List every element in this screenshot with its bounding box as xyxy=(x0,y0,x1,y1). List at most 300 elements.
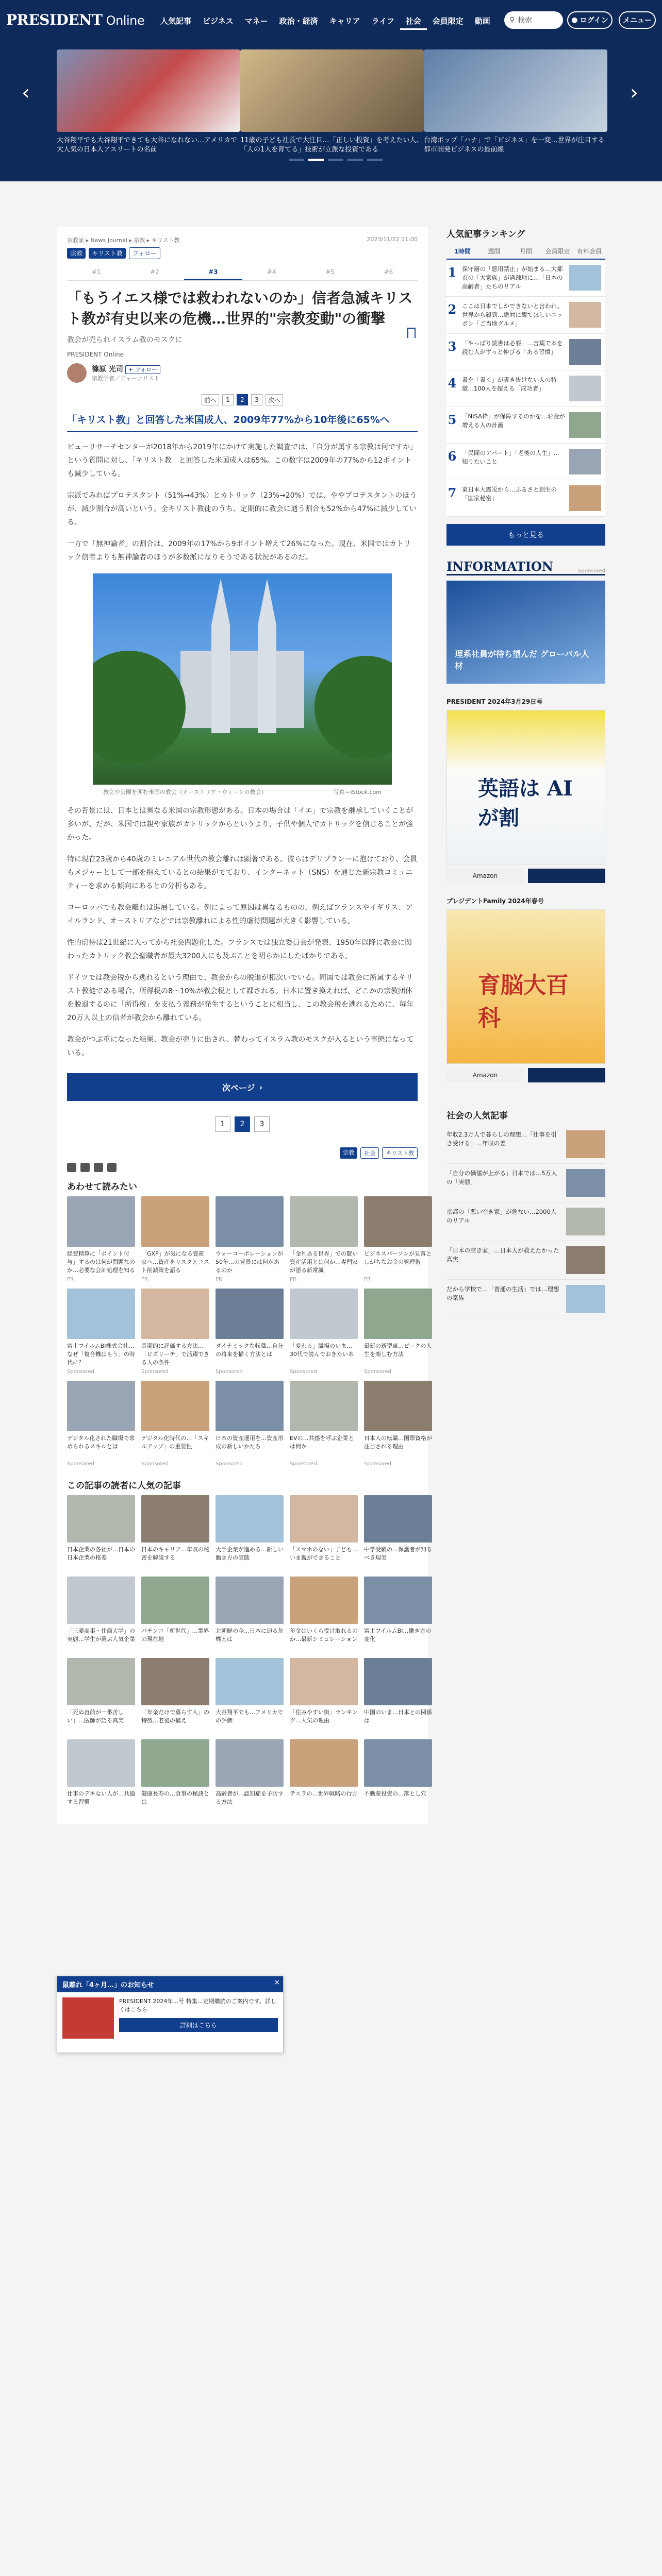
rank-number: 7 xyxy=(448,485,457,500)
carousel-caption: 11歳の子ども社長で大注目…「正しい投資」を考えたい人、「人の1人を育てる」技術が立派な投資である xyxy=(240,137,423,154)
rank-title: 保守層の「悪用禁止」が始まる…大都市の「大家族」が過疎地に…「日本の高齢者」たちのリアル xyxy=(462,265,563,290)
ranking-item[interactable] xyxy=(446,334,605,370)
card-meta: PR xyxy=(290,1277,296,1282)
line-icon[interactable] xyxy=(107,1163,117,1172)
article-photo xyxy=(93,573,392,785)
social-image xyxy=(566,1285,605,1313)
series-tab[interactable]: #6 xyxy=(384,268,393,276)
ranking-tab[interactable]: 会員限定 xyxy=(545,248,570,255)
card-title: 「死ぬ直前が一番苦しい」…医師が語る真実 xyxy=(67,1709,124,1724)
popup-body: PRESIDENT 2024年…号 特集…定期購読のご案内です。詳しくはこちら xyxy=(119,1998,276,2013)
rank-title: 東日本大震災から…ふるさと創生の「国家秘密」 xyxy=(462,486,557,502)
card-title: 「スマホのない」子ども…いま親ができること xyxy=(290,1546,358,1561)
card-image xyxy=(364,1739,432,1787)
rank-image xyxy=(569,485,601,511)
card-image xyxy=(67,1577,135,1624)
nav-item-life[interactable]: ライフ xyxy=(371,16,394,26)
series-tabs xyxy=(67,265,418,281)
bookmark-icon[interactable] xyxy=(407,328,416,338)
article-tags xyxy=(67,236,418,244)
series-tab[interactable]: #1 xyxy=(91,268,101,276)
carousel-dot[interactable] xyxy=(308,159,324,161)
share-buttons xyxy=(67,1163,418,1172)
card-image xyxy=(67,1739,135,1787)
paragraph: 性的虐待は21世紀に入ってから社会問題化した。フランスでは独立委員会が発表、1950年以降に教会に関わったカトリック教会聖職者が最大3200人にも及ぶことを明らかにしたばかりである。 xyxy=(67,939,412,960)
social-image xyxy=(566,1130,605,1158)
nav-item-popular[interactable]: 人気記事 xyxy=(160,16,192,26)
card-meta: PR xyxy=(67,1277,74,1282)
recommend-card[interactable] xyxy=(364,1381,432,1467)
social-item[interactable] xyxy=(446,1164,605,1202)
carousel-dots xyxy=(289,159,383,161)
card-meta: Sponsored xyxy=(67,1461,94,1467)
nav-item-politics[interactable]: 政治・経済 xyxy=(279,16,318,26)
series-tab[interactable]: #3 xyxy=(184,265,242,280)
social-item[interactable] xyxy=(446,1202,605,1241)
card-image xyxy=(141,1196,209,1247)
article-title: 「もうイエス様では救われないのか」信者急減キリスト教が有史以来の危機…世界的"宗教変動"の衝撃 xyxy=(67,290,413,327)
ad-banner[interactable] xyxy=(446,581,605,684)
rank-number: 4 xyxy=(448,376,457,391)
reader-card[interactable] xyxy=(216,1495,284,1570)
nav-item-business[interactable]: ビジネス xyxy=(203,16,234,26)
card-title: 日本の資産運用を…資産形成の新しいかたち xyxy=(216,1435,284,1450)
store-buttons xyxy=(446,1068,605,1082)
carousel-dot[interactable] xyxy=(367,159,383,161)
recommend-card[interactable] xyxy=(67,1381,135,1467)
series-tab[interactable]: #2 xyxy=(150,268,159,276)
social-title: 年収2.3万人で暮らしの理想…「仕事を引き受ける」…年収の差 xyxy=(446,1131,557,1147)
ranking-tab[interactable]: 1時間 xyxy=(454,248,471,255)
recommend-card[interactable] xyxy=(67,1196,135,1282)
card-image xyxy=(141,1739,209,1787)
carousel-card[interactable] xyxy=(57,49,240,155)
paragraph: 教会がつぶ重になった結果、教会が売りに出され、替わってイスラム教のモスクが入るという事態になっている。 xyxy=(67,1036,414,1057)
recommend-card[interactable] xyxy=(364,1196,432,1282)
card-image xyxy=(364,1381,432,1431)
magazine-cover[interactable] xyxy=(446,909,605,1064)
card-image xyxy=(216,1577,284,1624)
card-image xyxy=(141,1381,209,1431)
carousel-card[interactable] xyxy=(424,49,607,155)
tree-shape xyxy=(315,656,392,759)
card-title: 最新の新型車…ピークの人生を楽しむ方法 xyxy=(364,1343,432,1358)
reader-card[interactable] xyxy=(141,1658,209,1733)
info-title: INFORMATION xyxy=(446,559,553,574)
paragraph: ピューリサーチセンターが2018年から2019年にかけて実施した調査では、「自分が属する宗教は何ですか」という質問に対し、「キリスト教」と回答した米国成人は65%。この数字は2009年の77%から12ポイントも減少している。 xyxy=(67,443,418,478)
header xyxy=(0,0,662,42)
nav-item-members[interactable]: 会員限定 xyxy=(432,16,464,26)
section-heading: 「キリスト教」と回答した米国成人、2009年77%から10年後に65%へ xyxy=(67,413,418,432)
social-item[interactable] xyxy=(446,1241,605,1280)
article-subtitle: 教会が売られイスラム教のモスクに xyxy=(67,336,183,344)
login-label: ログイン xyxy=(580,16,608,25)
card-title: 日本のキャリア…年収の秘密を解説する xyxy=(141,1546,209,1561)
ranking-title: 人気記事ランキング xyxy=(446,229,525,240)
pager-prev[interactable]: 前へ xyxy=(202,394,219,405)
pager-page[interactable]: 2 xyxy=(237,394,248,405)
card-title: 「住みやすい街」ランキング…人気の理由 xyxy=(290,1709,358,1724)
user-icon: ● xyxy=(571,16,578,24)
spire-shape xyxy=(211,579,230,733)
rank-number: 6 xyxy=(448,449,457,464)
rank-image xyxy=(569,449,601,474)
president-store-button[interactable] xyxy=(528,1068,605,1082)
ranking-tab[interactable]: 週間 xyxy=(488,248,501,255)
series-tab[interactable]: #4 xyxy=(267,268,276,276)
paragraph: 宗派でみればプロテスタント（51%→43%）とカトリック（23%→20%）では、ややプロテスタントのほうが、減少割合が高いという。全キリスト教徒のうち、定期的に教会に通う割合も52%から47%に減少している。 xyxy=(67,492,417,527)
card-image xyxy=(290,1196,358,1247)
card-meta: Sponsored xyxy=(216,1461,243,1467)
ranking-list xyxy=(446,260,605,517)
card-title: 富士フイルムBI…働き方の変化 xyxy=(364,1628,432,1642)
card-title: 不動産投資の…落とし穴 xyxy=(364,1790,426,1797)
carousel-image xyxy=(424,49,607,132)
social-item[interactable] xyxy=(446,1125,605,1164)
reader-card[interactable] xyxy=(216,1658,284,1733)
card-image xyxy=(290,1739,358,1787)
recommend-card[interactable] xyxy=(141,1289,209,1375)
reader-card[interactable] xyxy=(290,1658,358,1733)
breadcrumb: 宗教家 ▸ News Journal ▸ 宗教 ▸ キリスト教 xyxy=(67,237,180,244)
card-image xyxy=(290,1289,358,1339)
readers-heading: この記事の読者に人気の記事 xyxy=(67,1481,181,1491)
social-heading: 社会の人気記事 xyxy=(446,1111,508,1121)
card-title: 「三菱商事・住商大学」の実態…学生が選ぶ人気企業 xyxy=(67,1628,135,1642)
follow-tag-button[interactable]: フォロー xyxy=(129,247,160,259)
amazon-button[interactable]: Amazon xyxy=(446,1068,524,1082)
card-meta: PR xyxy=(216,1277,222,1282)
carousel-prev-icon[interactable]: ‹ xyxy=(22,81,30,105)
store-buttons xyxy=(446,869,605,883)
social-title: 「自分の価値が上がる」日本では…5万人の「実態」 xyxy=(446,1170,557,1185)
social-item[interactable] xyxy=(446,1280,605,1318)
recommend-card[interactable] xyxy=(67,1289,135,1375)
rank-number: 5 xyxy=(448,412,457,427)
tag[interactable]: キリスト教 xyxy=(382,1147,418,1159)
ranking-tabs xyxy=(446,244,605,260)
reader-card[interactable] xyxy=(67,1577,135,1652)
card-image xyxy=(216,1289,284,1339)
card-title: デジタル化された職場で求められるスキルとは xyxy=(67,1435,135,1450)
card-meta: Sponsored xyxy=(290,1369,317,1375)
card-image xyxy=(67,1381,135,1431)
bottom-pager xyxy=(67,1116,418,1132)
tree-shape xyxy=(93,651,186,764)
reader-card[interactable] xyxy=(364,1658,432,1733)
promo-popup xyxy=(57,1976,284,2053)
carousel-dot[interactable] xyxy=(347,159,363,161)
card-image xyxy=(67,1289,135,1339)
card-image xyxy=(141,1658,209,1705)
card-meta: PR xyxy=(364,1277,371,1282)
pager-page[interactable]: 2 xyxy=(235,1116,250,1132)
recommend-card[interactable] xyxy=(216,1196,284,1282)
card-image xyxy=(67,1658,135,1705)
carousel-dot[interactable] xyxy=(328,159,343,161)
card-image xyxy=(290,1577,358,1624)
series-tab[interactable]: #5 xyxy=(325,268,335,276)
pager-page[interactable]: 1 xyxy=(215,1116,230,1132)
tag[interactable]: 宗教 xyxy=(67,248,86,259)
reader-card[interactable] xyxy=(364,1577,432,1652)
reader-card[interactable] xyxy=(141,1495,209,1570)
follow-button[interactable]: + フォロー xyxy=(125,365,160,374)
card-title: 高齢者が…認知症を予防する方法 xyxy=(216,1790,284,1805)
nav-item-career[interactable]: キャリア xyxy=(329,16,360,26)
card-image xyxy=(216,1381,284,1431)
ranking-tab[interactable]: 有料会員 xyxy=(577,248,602,255)
mag2-text: 育脳大百科 xyxy=(478,972,569,1031)
card-title: ダイナミックな転職…自分の将来を描く方法とは xyxy=(216,1343,284,1358)
card-title: EVの…共感を呼ぶ企業とは何か xyxy=(290,1435,354,1450)
ranking-item[interactable] xyxy=(446,480,605,517)
card-title: デジタル化時代の…「スキルアップ」の重要性 xyxy=(141,1435,209,1450)
reader-card[interactable] xyxy=(67,1739,135,1815)
reader-card[interactable] xyxy=(141,1739,209,1815)
card-title: 長期的に評価する方法…「ビズリーチ」で活躍できる人の条件 xyxy=(141,1343,209,1366)
card-title: 富士フイルムBI株式会社…なぜ「複合機はもう」の時代に？ xyxy=(67,1343,135,1366)
pager-next[interactable]: 次へ xyxy=(266,394,283,405)
card-image xyxy=(290,1381,358,1431)
readers-grid xyxy=(67,1495,432,1815)
card-image xyxy=(364,1658,432,1705)
card-image xyxy=(364,1289,432,1339)
rank-image xyxy=(569,412,601,438)
social-title: 京都の「悪い空き家」が危ない…2000人のリアル xyxy=(446,1208,557,1224)
carousel-dot[interactable] xyxy=(289,159,304,161)
social-image xyxy=(566,1208,605,1235)
card-image xyxy=(216,1196,284,1247)
paragraph: その背景には、日本とは異なる米国の宗教形態がある。日本の場合は「イエ」で宗教を継承していくことが多いが、だが、米国では親や家族がカトリックからというより、子供や個人でカトリックを信じることが強かった。 xyxy=(67,807,413,842)
carousel-card[interactable] xyxy=(240,49,424,155)
recommend-card[interactable] xyxy=(290,1289,358,1375)
next-page-button[interactable] xyxy=(67,1073,418,1101)
card-title: 中国のいま…日本との関係は xyxy=(364,1709,432,1724)
article xyxy=(57,227,432,1824)
card-image xyxy=(364,1577,432,1624)
card-title: 大手企業が進める…新しい働き方の実態 xyxy=(216,1546,284,1561)
tag-list xyxy=(67,247,418,259)
carousel-caption: 台湾ポップ「ハナ」で「ビジネス」を一変…世界が注目する都市開発ビジネスの最前線 xyxy=(424,137,605,154)
next-page-label: 次ページ xyxy=(222,1082,255,1093)
card-title: 日本企業の各社が…日本の日本企業の格差 xyxy=(67,1546,135,1561)
card-image xyxy=(141,1289,209,1339)
card-title: 「金利ある世界」での賢い資産活用とは何か…専門家が語る新常識 xyxy=(290,1250,358,1274)
card-image xyxy=(290,1495,358,1543)
recommend-card[interactable] xyxy=(141,1196,209,1282)
ranking-tab[interactable]: 月間 xyxy=(519,248,532,255)
card-title: 健康長寿の…食事の秘訣とは xyxy=(141,1790,209,1805)
nav-item-money[interactable]: マネー xyxy=(244,16,268,26)
nav-item-society[interactable]: 社会 xyxy=(400,13,427,30)
avatar[interactable] xyxy=(67,363,87,383)
card-image xyxy=(364,1495,432,1543)
pager-page[interactable]: 3 xyxy=(251,394,262,405)
carousel-image xyxy=(240,49,424,132)
rank-title: 「NISA枠」が保障するのかを…お金が増える人の計画 xyxy=(462,413,565,429)
recommend-card[interactable] xyxy=(141,1381,209,1467)
popup-image xyxy=(62,1997,114,2039)
reader-card[interactable] xyxy=(216,1739,284,1815)
menu-label: メニュー xyxy=(623,16,652,25)
reader-card[interactable] xyxy=(216,1577,284,1652)
popup-head: 鼠離れ「4ヶ月…」のお知らせ xyxy=(57,1976,283,1992)
card-image xyxy=(216,1495,284,1543)
facebook-icon[interactable] xyxy=(67,1163,76,1172)
card-image xyxy=(67,1196,135,1247)
card-image xyxy=(141,1577,209,1624)
recommend-heading: あわせて読みたい xyxy=(67,1182,137,1192)
mag1-text: 英語は AIが割 xyxy=(478,776,573,830)
reader-card[interactable] xyxy=(67,1495,135,1570)
card-title: 年金はいくら受け取れるのか…最新シミュレーション xyxy=(290,1628,358,1642)
tag[interactable]: 宗教 xyxy=(340,1147,357,1159)
social-image xyxy=(566,1169,605,1197)
sidebar xyxy=(446,227,605,1318)
president-store-button[interactable] xyxy=(528,869,605,883)
close-icon[interactable]: × xyxy=(274,1978,280,1987)
social-title: 「日本の空き家」…日本人が教えたかった真実 xyxy=(446,1247,559,1263)
reader-card[interactable] xyxy=(290,1495,358,1570)
author-role: 宗教学者／ジャーナリスト xyxy=(92,375,160,382)
chevron-right-icon: › xyxy=(259,1082,263,1092)
magazine-cover[interactable] xyxy=(446,710,605,865)
card-meta: PR xyxy=(141,1277,148,1282)
rank-image xyxy=(569,265,601,291)
ranking-item[interactable] xyxy=(446,407,605,444)
paragraph: 一方で「無神論者」の割合は、2009年の17%から9ポイント増えて26%になった。現在、米国ではカトリック信者よりも無神論者のほうが多数派になりそうである状況があるのだ。 xyxy=(67,540,411,562)
carousel-caption: 大谷翔平でも大谷翔平できても大谷になれない…アメリカで大人気の日本人アスリートの名前 xyxy=(57,137,238,154)
amazon-button[interactable]: Amazon xyxy=(446,869,524,883)
card-image xyxy=(141,1495,209,1543)
card-title: 日本人の転職…国際資格が注目される理由 xyxy=(364,1435,432,1450)
card-meta: Sponsored xyxy=(290,1461,317,1467)
reader-card[interactable] xyxy=(141,1577,209,1652)
card-meta: Sponsored xyxy=(216,1369,243,1375)
reader-card[interactable] xyxy=(290,1739,358,1815)
mag1-title: PRESIDENT 2024年3月29日号 xyxy=(446,698,543,705)
rank-title: 書を「書く」が書き抜けない人の特徴…100人を超える「成功者」 xyxy=(462,376,557,392)
rank-number: 1 xyxy=(448,265,457,280)
bottom-tags xyxy=(67,1147,418,1159)
recommend-card[interactable] xyxy=(216,1289,284,1375)
tag[interactable]: キリスト教 xyxy=(89,248,126,259)
ad-text: 理系社員が待ち望んだ グローバル人材 xyxy=(455,649,589,671)
card-title: 大谷翔平でも…アメリカでの評価 xyxy=(216,1709,284,1724)
login-button[interactable] xyxy=(567,11,613,29)
mag2-title: プレジデントFamily 2024年春号 xyxy=(446,897,544,905)
rank-image xyxy=(569,339,601,365)
tag[interactable]: 社会 xyxy=(360,1147,379,1159)
card-meta: Sponsored xyxy=(141,1369,169,1375)
card-meta: Sponsored xyxy=(364,1461,391,1467)
top-pager xyxy=(67,394,418,405)
card-image xyxy=(364,1196,432,1247)
reader-card[interactable] xyxy=(67,1658,135,1733)
paragraph: 特に現在23歳から40歳のミレニアル世代の教会離れは顕著である。彼らはデリブランーに抱けており、会員もメジャーとして一部を抱えているとの結果がでており、インターネット（SNS）を通じた新宗教コミュニティーを求める傾向にあるとの分析もある。 xyxy=(67,855,418,890)
social-list xyxy=(446,1125,605,1318)
recommend-card[interactable] xyxy=(290,1381,358,1467)
card-image xyxy=(290,1658,358,1705)
photo-credit: 写真＝iStock.com xyxy=(333,789,382,795)
card-image xyxy=(216,1739,284,1787)
rank-title: 「やっぱり読書は必要」…言葉で本を読む人がずっと伸びる「ある習慣」 xyxy=(462,340,563,355)
card-title: 経費精算に「ポイント付与」するのは何が問題なのか…必要な会計処理を知る xyxy=(67,1250,135,1274)
recommend-card[interactable] xyxy=(364,1289,432,1375)
rank-title: ここは日本でしかできないと言われ、世界から殺到…絶対に観てほしいニッポン「ご当地グルメ」 xyxy=(462,302,564,327)
logo-sub: Online xyxy=(102,13,145,28)
rank-image xyxy=(569,376,601,401)
paragraph: ドイツでは教会税から逃れるという理由で、教会からの脱退が相次いでいる。同国では教会に所属するキリスト教徒である場合、所得税の8～10%が教会税として課される。日本に置き換えれば、どこかの宗教団体を脱退するのに「所得税」を支払う義務が発生するということに相当し、この教会税を逃れるために、毎年20万人以上の信者が教会から離れている。 xyxy=(67,974,413,1022)
more-label: もっと見る xyxy=(508,531,544,539)
card-title: 「年金だけで暮らす人」の特徴…老後の備え xyxy=(141,1709,209,1724)
carousel-image xyxy=(57,49,240,132)
card-image xyxy=(67,1495,135,1543)
card-title: 「GXP」が気になる資産家へ…資産をリスクとコスト削減策を語る xyxy=(141,1250,209,1274)
more-ranking-button[interactable] xyxy=(446,524,605,546)
ranking-item[interactable] xyxy=(446,297,605,334)
card-meta: Sponsored xyxy=(364,1369,391,1375)
author-name[interactable]: 篠原 光司 xyxy=(92,365,123,374)
reader-card[interactable] xyxy=(290,1577,358,1652)
recommend-card[interactable] xyxy=(290,1196,358,1282)
social-image xyxy=(566,1246,605,1274)
card-title: ウォーコーポレーションが50年…の背景には何があるのか xyxy=(216,1250,284,1274)
card-title: 「変わる」職場のいま…30代で読んでおきたい本 xyxy=(290,1343,354,1358)
ranking-item[interactable] xyxy=(446,260,605,297)
search-label: 検索 xyxy=(518,16,533,25)
reader-card[interactable] xyxy=(364,1495,432,1570)
ranking-item[interactable] xyxy=(446,444,605,480)
caption-text: 教会や公園を囲む米国の教会（オーストリア・ウィーンの教会） xyxy=(103,789,267,795)
photo-caption xyxy=(67,788,418,796)
carousel-next-icon[interactable]: › xyxy=(630,81,638,105)
publisher: PRESIDENT Online xyxy=(67,351,124,358)
hatena-icon[interactable] xyxy=(94,1163,103,1172)
paragraph: ヨーロッパでも教会離れは進展している。例によって原因は異なるものの、例えばフランスやイギリス、アイルランド、オーストリアなどでは宗教離れによる性的虐待問題が大きく影響している。 xyxy=(67,904,413,925)
card-meta: Sponsored xyxy=(141,1461,169,1467)
card-title: ビジネスパーソンが見落としがちなお金の管理術 xyxy=(364,1250,432,1265)
x-icon[interactable] xyxy=(80,1163,90,1172)
ranking-item[interactable] xyxy=(446,370,605,407)
article-date: 2023/11/22 11:00 xyxy=(367,236,418,243)
rank-title: 「民間のアパート」「老後の人生」…知りたいこと xyxy=(462,449,559,465)
rank-number: 3 xyxy=(448,339,457,354)
rank-image xyxy=(569,302,601,328)
card-title: 北朝鮮の今…日本に迫る危機とは xyxy=(216,1628,284,1642)
card-title: 仕事のデキない人が…共通する習慣 xyxy=(67,1790,135,1805)
menu-button[interactable] xyxy=(619,11,656,29)
logo-main: PRESIDENT xyxy=(6,11,103,28)
author xyxy=(67,363,418,383)
information-heading xyxy=(446,559,605,575)
popup-button[interactable]: 詳細はこちら xyxy=(119,2018,278,2032)
pager-page[interactable]: 3 xyxy=(254,1116,270,1132)
sponsored-label: Sponsored xyxy=(578,568,605,574)
pager-page[interactable]: 1 xyxy=(222,394,234,405)
social-title: だから学校で…「普通の生活」では…理想の家族 xyxy=(446,1285,559,1301)
rank-number: 2 xyxy=(448,302,457,317)
site-logo[interactable] xyxy=(6,11,144,28)
recommend-card[interactable] xyxy=(216,1381,284,1467)
recommend-grid xyxy=(67,1196,432,1467)
card-title: テスラの…世界戦略の行方 xyxy=(290,1790,358,1797)
reader-card[interactable] xyxy=(364,1739,432,1815)
nav-item-video[interactable]: 動画 xyxy=(474,16,490,26)
spire-shape xyxy=(258,579,276,733)
search-button[interactable] xyxy=(504,11,563,29)
